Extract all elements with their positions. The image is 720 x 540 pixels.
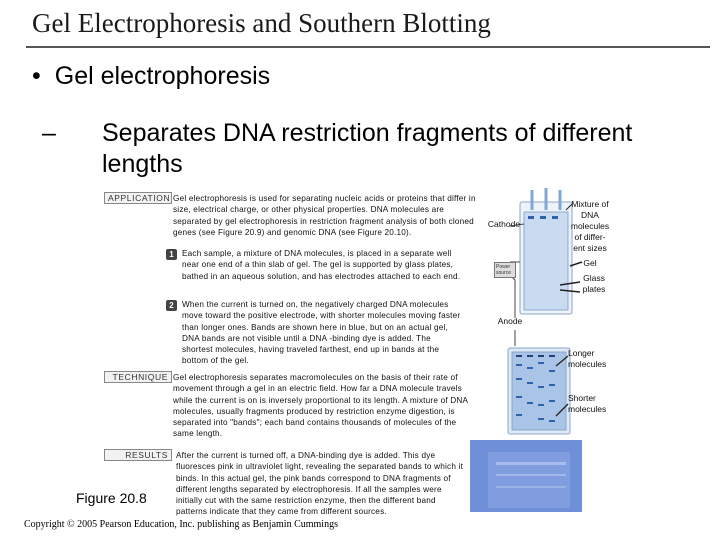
- results-gel-photo: [470, 440, 582, 512]
- results-text: After the current is turned off, a DNA-binding dye is added. This dye fluoresces pink in ultraviolet light, revealing the separated bands to which it binds. In this actual gel, the pink bands correspond to DNA fragments of different lengths separated by electrophoresis. If all the samples were initially cut with the same restriction enzyme, then the different band patterns indicate that they came from different sources.: [176, 451, 464, 517]
- application-tag: APPLICATION: [104, 192, 172, 204]
- copyright-notice: Copyright © 2005 Pearson Education, Inc. publishing as Benjamin Cummings: [24, 519, 338, 530]
- results-tag: RESULTS: [104, 449, 172, 461]
- shorter-molecules-label: Shorter molecules: [568, 393, 607, 414]
- longer-molecules-label: Longer molecules: [568, 348, 607, 369]
- technique-text: Gel electrophoresis separates macromolecules on the basis of their rate of movement through a gel in an electric field. How far a DNA molecule travels while the current is on is inversely proportional to its length. A mixture of DNA molecules, usually fragments produced by restriction enzyme digestion, is separated into "bands"; each band contains thousands of molecules of the same length.: [173, 373, 468, 439]
- slide-title: Gel Electrophoresis and Southern Blotting: [32, 8, 491, 38]
- power-source-box: Power source: [494, 262, 516, 278]
- gel-label: Gel: [583, 258, 597, 268]
- sub-bullet-marker: –: [42, 119, 56, 147]
- application-text: Gel electrophoresis is used for separating nucleic acids or proteins that differ in size, electrical charge, or other physical properties. DNA molecules are separated by gel electrophoresis in restriction fragment analysis of both cloned genes (see Figure 20.9) and genomic DNA (see Figure 20.10).: [173, 194, 476, 237]
- technique-tag: TECHNIQUE: [104, 371, 172, 383]
- step-1-number: 1: [166, 249, 177, 260]
- anode-label: Anode: [497, 316, 523, 326]
- step-2-text: When the current is turned on, the negatively charged DNA molecules move toward the positive electrode, with shorter molecules moving faster than longer ones. Bands are shown here in blue, but on an actual gel, DNA bands are not visible until a DNA -binding dye is added. The shortest molecules, having traveled farthest, end up in bands at the bottom of the gel.: [182, 300, 461, 366]
- sub-bullet-text: Separates DNA restriction fragments of different lengths: [102, 119, 633, 178]
- step-2-number: 2: [166, 300, 177, 311]
- mixture-label: Mixture of DNA molecules of differ- ent sizes: [570, 199, 610, 253]
- gel-with-bands: [508, 330, 570, 434]
- bullet-marker: •: [32, 62, 41, 90]
- glass-plates-label: Glass plates: [582, 273, 606, 294]
- figure-label: Figure 20.8: [76, 490, 147, 506]
- cathode-label: Cathode: [487, 219, 521, 229]
- step-1-text: Each sample, a mixture of DNA molecules, is placed in a separate well near one end of a thin slab of gel. The gel is supported by glass plates, bathed in an aqueous solution, and has electrodes attached to each end.: [182, 249, 461, 281]
- bullet-text: Gel electrophoresis: [54, 62, 271, 90]
